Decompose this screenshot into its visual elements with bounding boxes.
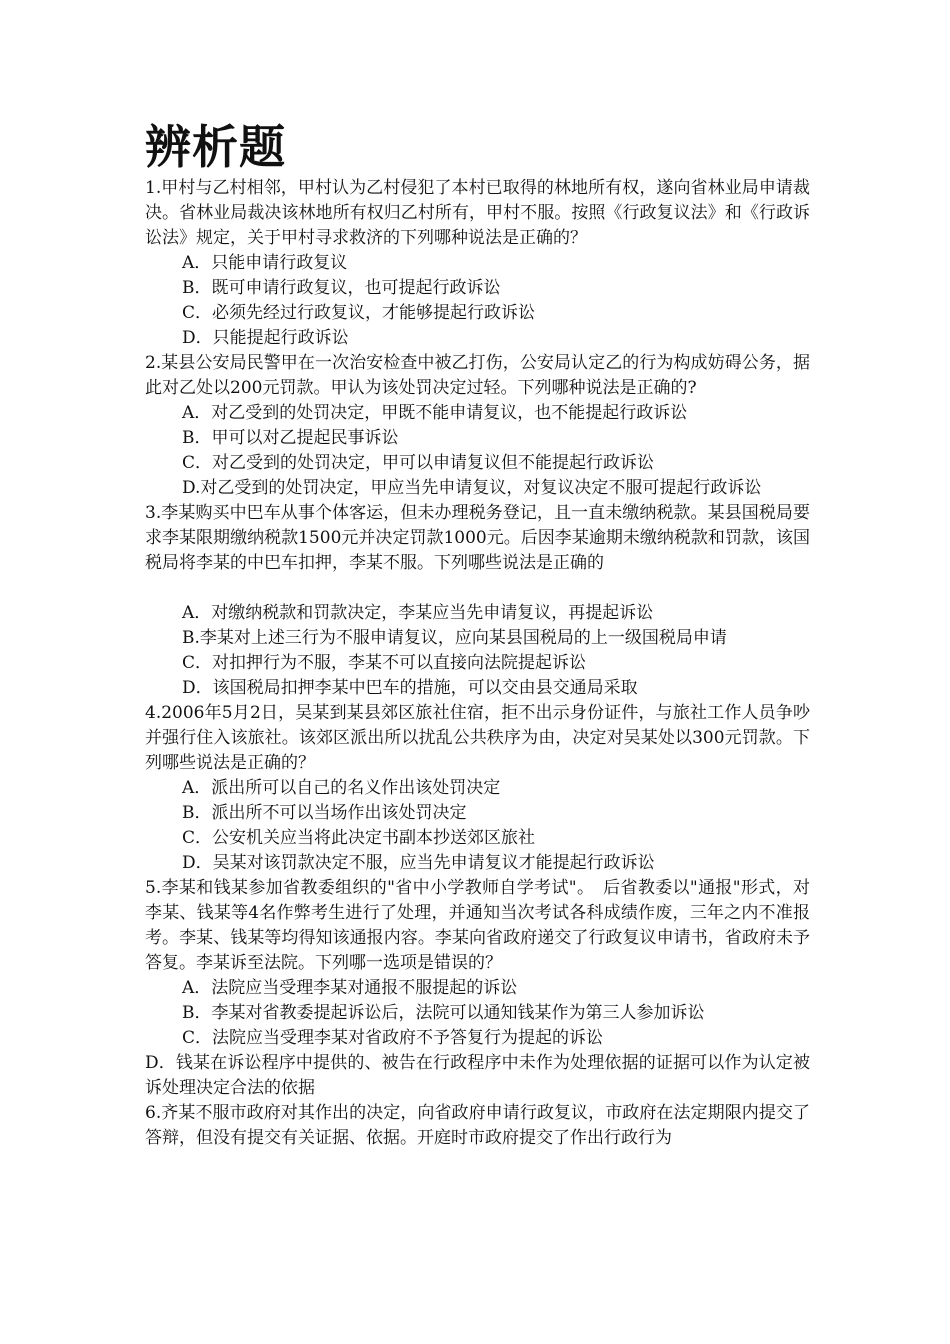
option-d: D．吴某对该罚款决定不服，应当先申请复议才能提起行政诉讼 [182,853,655,873]
question-stem: 4.2006年5月2日，吴某到某县郊区旅社住宿，拒不出示身份证件，与旅社工作人员争吵并强行住入该旅社。该郊区派出所以扰乱公共秩序为由，决定对吴某处以300元罚款。下列哪些说法是正确的？ [145,703,810,773]
page-title: 辨析题 [145,120,286,174]
blank-line [145,576,810,601]
option-d: D．该国税局扣押李某中巴车的措施，可以交由县交通局采取 [182,678,638,698]
option-b: B．甲可以对乙提起民事诉讼 [182,428,399,448]
option-b: B．派出所不可以当场作出该处罚决定 [182,803,467,823]
question-stem: 6.齐某不服市政府对其作出的决定，向省政府申请行政复议，市政府在法定期限内提交了答辩，但没有提交有关证据、依据。开庭时市政府提交了作出行政行为 [145,1103,810,1148]
document-page [145,118,810,1151]
option-b: B.李某对上述三行为不服申请复议，应向某县国税局的上一级国税局申请 [182,628,727,648]
option-c: C．对乙受到的处罚决定，甲可以申请复议但不能提起行政诉讼 [182,453,655,473]
option-c: C．必须先经过行政复议，才能够提起行政诉讼 [182,303,536,323]
option-c: C．对扣押行为不服，李某不可以直接向法院提起诉讼 [182,653,587,673]
question-4 [145,701,810,876]
option-b: B．李某对省教委提起诉讼后，法院可以通知钱某作为第三人参加诉讼 [182,1003,705,1023]
question-2 [145,351,810,501]
question-stem: 2.某县公安局民警甲在一次治安检查中被乙打伤，公安局认定乙的行为构成妨碍公务，据此对乙处以200元罚款。甲认为该处罚决定过轻。下列哪种说法是正确的? [145,353,810,398]
option-d: D．只能提起行政诉讼 [182,328,349,348]
option-d: D.对乙受到的处罚决定，甲应当先申请复议，对复议决定不服可提起行政诉讼 [182,478,762,498]
question-stem: 1.甲村与乙村相邻，甲村认为乙村侵犯了本村已取得的林地所有权，遂向省林业局申请裁决。省林业局裁决该林地所有权归乙村所有，甲村不服。按照《行政复议法》和《行政诉讼法》规定，关于甲村寻求救济的下列哪种说法是正确的？ [145,178,810,248]
option-c: C．法院应当受理李某对省政府不予答复行为提起的诉讼 [182,1028,604,1048]
option-a: A．派出所可以自己的名义作出该处罚决定 [182,778,501,798]
option-a: A．对缴纳税款和罚款决定，李某应当先申请复议，再提起诉讼 [182,603,654,623]
question-stem: 3.李某购买中巴车从事个体客运，但未办理税务登记，且一直未缴纳税款。某县国税局要求李某限期缴纳税款1500元并决定罚款1000元。后因李某逾期未缴纳税款和罚款，该国税局将李某的中巴车扣押，李某不服。下列哪些说法是正确的 [145,503,810,573]
option-a: A．法院应当受理李某对通报不服提起的诉讼 [182,978,518,998]
option-a: A．只能申请行政复议 [182,253,348,273]
option-c: C．公安机关应当将此决定书副本抄送郊区旅社 [182,828,536,848]
option-b: B．既可申请行政复议，也可提起行政诉讼 [182,278,501,298]
option-d: D．钱某在诉讼程序中提供的、被告在行政程序中未作为处理依据的证据可以作为认定被诉处理决定合法的依据 [145,1053,810,1098]
option-a: A．对乙受到的处罚决定，甲既不能申请复议，也不能提起行政诉讼 [182,403,688,423]
question-1 [145,176,810,351]
question-3 [145,501,810,701]
question-stem: 5.李某和钱某参加省教委组织的"省中小学教师自学考试"。 后省教委以"通报"形式，对李某、钱某等4名作弊考生进行了处理，并通知当次考试各科成绩作废，三年之内不准报考。李某、钱某等均得知该通报内容。李某向省政府递交了行政复议申请书，省政府未予答复。李某诉至法院。下列哪一选项是错误的？ [145,878,810,973]
question-6 [145,1101,810,1151]
question-5 [145,876,810,1101]
